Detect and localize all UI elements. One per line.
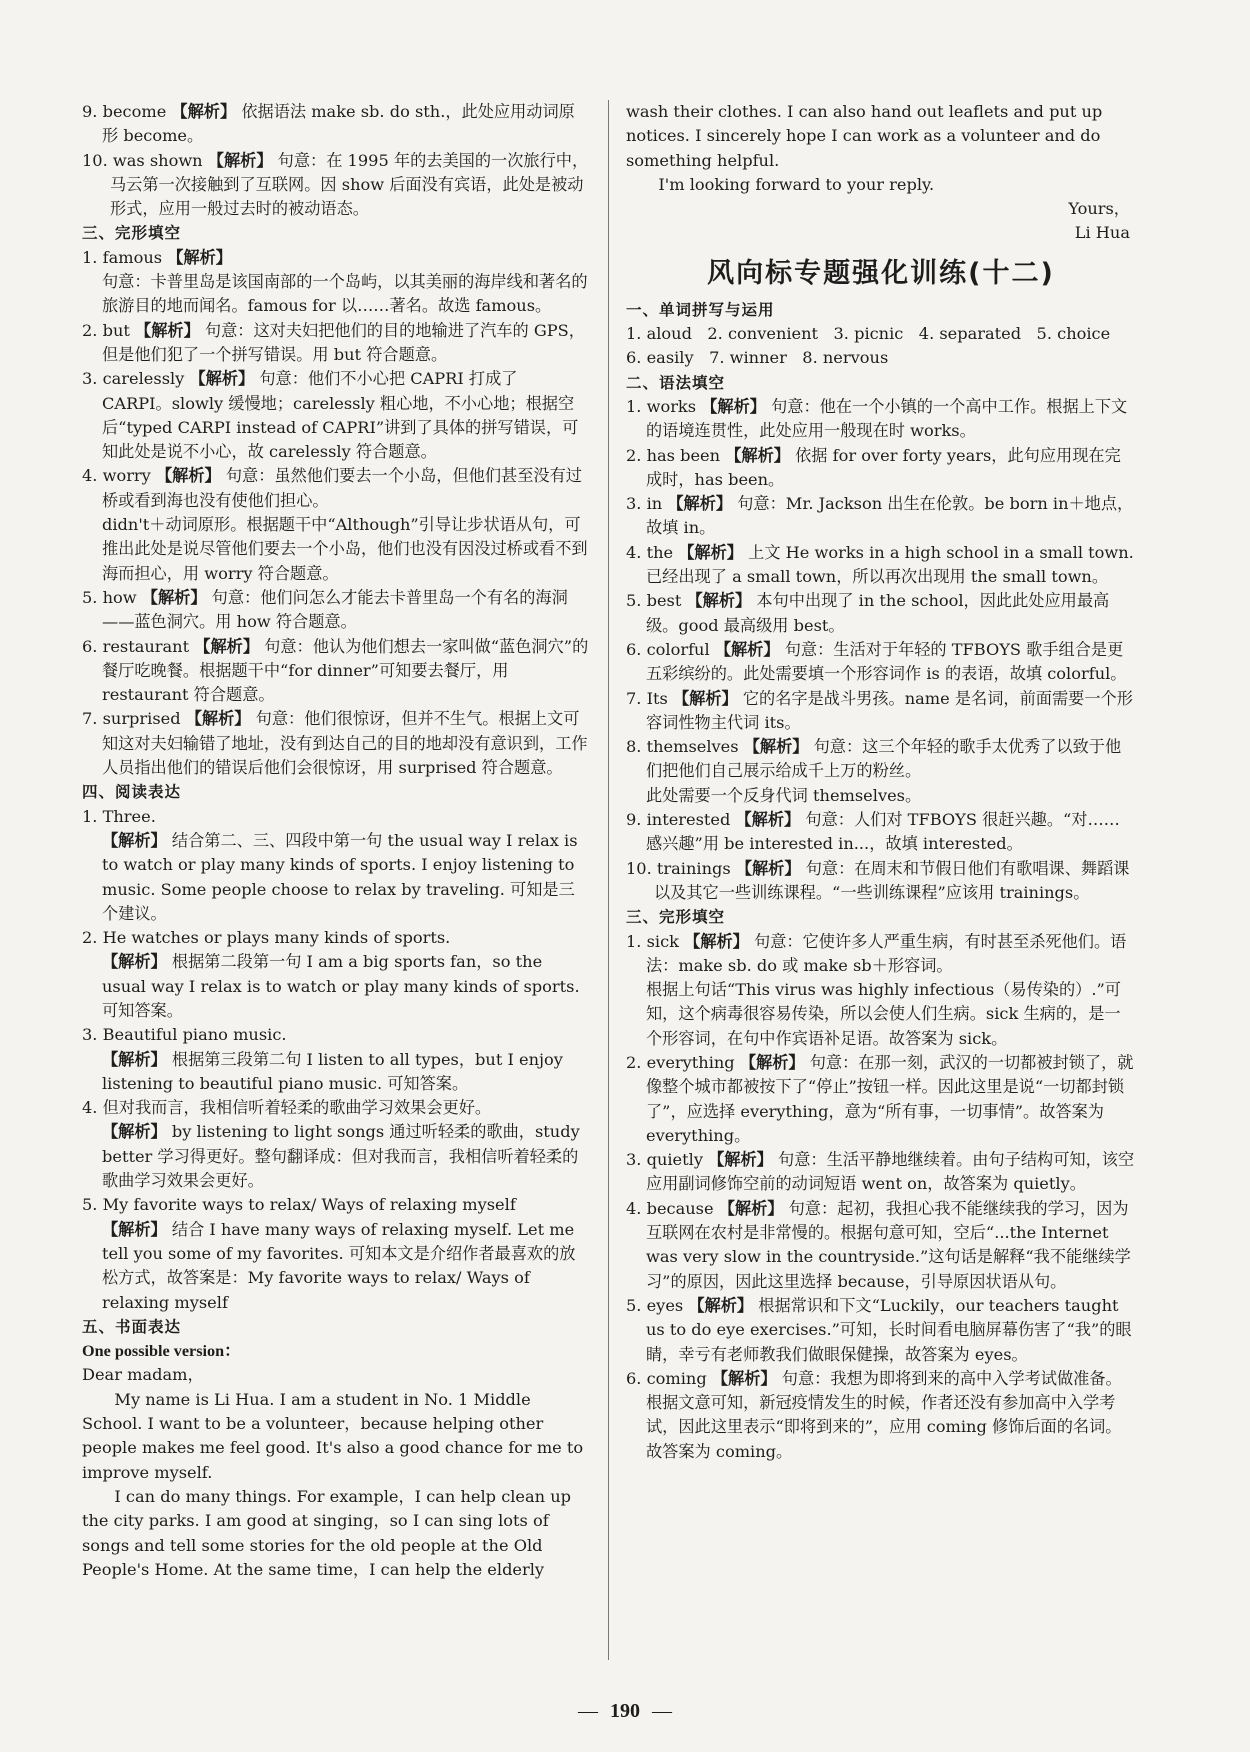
cloze-answer-3: 3. carelessly 【解析】 句意：他们不小心把 CAPRI 打成了 CARPI。slowly 缓慢地；carelessly 粗心地，不小心地；根据空后“typed CARPI instead of CAPRI”讲到了具体的拼写错误，可知此处是说不小心，故 carelessly 符合题意。: [82, 369, 579, 462]
grammar-answer-2: 2. has been 【解析】 依据 for over forty years，此句应用现在完成时，has been。: [626, 445, 1121, 489]
section-cloze-heading-right: 三、完形填空: [626, 908, 726, 927]
grammar-answer-8-detail: 此处需要一个反身代词 themselves。: [646, 785, 922, 805]
reading-answer-3-detail: 【解析】 根据第三段第二句 I listen to all types，but I enjoy listening to beautiful piano music. 可知答案。: [102, 1049, 563, 1093]
letter-paragraph-2: I can do many things. For example，I can help clean up the city parks. I am good at singing，so I can sing lots of songs and tell some stories for the old people at the Old People's Home. At the same time，I can help the elderly: [82, 1486, 572, 1579]
answer-10: 10. was shown 【解析】 句意：在 1995 年的去美国的一次旅行中，马云第一次接触到了互联网。因 show 后面没有宾语，此处是被动形式，应用一般过去时的被动语态。: [82, 150, 589, 219]
reading-answer-5-detail: 【解析】 结合 I have many ways of relaxing myself. Let me tell you some of my favorites. 可知本文是介绍作者最喜欢的放松方式，故答案是：My favorite ways to relax/ Ways of relaxing myself: [102, 1219, 576, 1312]
letter-salutation: Dear madam，: [82, 1365, 204, 1385]
reading-answer-2: 2. He watches or plays many kinds of sports.: [82, 928, 451, 948]
grammar-answer-10: 10. trainings 【解析】 句意：在周末和节假日他们有歌唱课、舞蹈课以及其它一些训练课程。“一些训练课程”应该用 trainings。: [626, 858, 1130, 902]
cloze-answer-1: 1. famous 【解析】: [82, 247, 232, 267]
cloze-answer-6: 6. restaurant 【解析】 句意：他认为他们想去一家叫做“蓝色洞穴”的餐厅吃晚餐。根据题干中“for dinner”可知要去餐厅，用 restaurant 符合题意。: [82, 636, 589, 705]
cloze-answer-1-detail: 句意：卡普里岛是该国南部的一个岛屿，以其美丽的海岸线和著名的旅游目的地而闻名。famous for 以……著名。故选 famous。: [102, 272, 588, 316]
page-number-value: 190: [610, 1700, 640, 1722]
reading-answer-4: 4. 但对我而言，我相信听着轻柔的歌曲学习效果会更好。: [82, 1098, 492, 1118]
answer-9: 9. become 【解析】 依据语法 make sb. do sth.，此处应用动词原形 become。: [82, 102, 575, 146]
reading-answer-4-detail: 【解析】 by listening to light songs 通过听轻柔的歌曲，study better 学习得更好。整句翻译成：但对我而言，我相信听着轻柔的歌曲学习效果会更好。: [102, 1122, 580, 1191]
letter-paragraph-1: My name is Li Hua. I am a student in No. 1 Middle School. I want to be a volunteer，because helping other people makes me feel good. It's also a good chance for me to improve myself.: [82, 1389, 584, 1482]
grammar-answer-8: 8. themselves 【解析】 句意：这三个年轻的歌手太优秀了以致于他们把他们自己展示给成千上万的粉丝。: [626, 737, 1122, 781]
cloze-answer-4: 4. worry 【解析】 句意：虽然他们要去一个小岛，但他们甚至没有过桥或看到海也没有使他们担心。: [82, 466, 582, 510]
grammar-answer-5: 5. best 【解析】 本句中出现了 in the school，因此此处应用最高级。good 最高级用 best。: [626, 591, 1110, 635]
section-reading-heading: 四、阅读表达: [82, 783, 182, 802]
section-cloze-heading: 三、完形填空: [82, 224, 182, 243]
cloze-right-answer-2: 2. everything 【解析】 句意：在那一刻，武汉的一切都被封锁了，就像整个城市都被按下了“停止”按钮一样。因此这里是说“一切都封锁了”，应选择 everything，意为“所有事，一切事情”。故答案为 everything。: [626, 1052, 1134, 1145]
page-number-dash-right: —: [652, 1700, 672, 1722]
section-grammar-heading: 二、语法填空: [626, 373, 726, 392]
spelling-answers-2: 6. easily 7. winner 8. nervous: [626, 348, 889, 368]
grammar-answer-4: 4. the 【解析】 上文 He works in a high school in a small town. 已经出现了 a small town，所以再次出现用 the small town。: [626, 542, 1134, 587]
letter-continuation: wash their clothes. I can also hand out leaflets and put up notices. I sincerely hope I can work as a volunteer and do something helpful.: [626, 102, 1103, 170]
spelling-answers-1: 1. aloud 2. convenient 3. picnic 4. separated 5. choice: [626, 324, 1111, 344]
cloze-right-answer-1: 1. sick 【解析】 句意：它使许多人严重生病，有时甚至杀死他们。语法：make sb. do 或 make sb＋形容词。: [626, 931, 1127, 975]
reading-answer-2-detail: 【解析】 根据第二段第一句 I am a big sports fan，so the usual way I relax is to watch or play many kinds of sports. 可知答案。: [102, 952, 580, 1020]
grammar-answer-6: 6. colorful 【解析】 句意：生活对于年轻的 TFBOYS 歌手组合是更五彩缤纷的。此处需要填一个形容词作 is 的表语，故填 colorful。: [626, 639, 1127, 684]
possible-version-label: One possible version：: [82, 1342, 241, 1361]
section-spelling-heading: 一、单词拼写与运用: [626, 300, 775, 319]
page-number: [0, 1700, 1250, 1723]
reading-answer-1: 1. Three.: [82, 806, 156, 826]
cloze-answer-7: 7. surprised 【解析】 句意：他们很惊讶，但并不生气。根据上文可知这对夫妇输错了地址，没有到达自己的目的地却没有意识到，工作人员指出他们的错误后他们会很惊讶，用 surprised 符合题意。: [82, 709, 588, 778]
section-writing-heading: 五、书面表达: [82, 1317, 182, 1336]
cloze-right-answer-1-detail: 根据上句话“This virus was highly infectious（易传染的）.”可知，这个病毒很容易传染，所以会使人们生病。sick 生病的，是一个形容词，在句中作宾语补足语。故答案为 sick。: [646, 980, 1121, 1048]
grammar-answer-9: 9. interested 【解析】 句意：人们对 TFBOYS 很赶兴趣。“对……感兴趣”用 be interested in...，故填 interested。: [626, 810, 1120, 854]
column-divider: [608, 100, 609, 1660]
cloze-right-answer-6: 6. coming 【解析】 句意：我想为即将到来的高中入学考试做准备。根据文意可知，新冠疫情发生的时候，作者还没有参加高中入学考试，因此这里表示“即将到来的”，应用 coming 修饰后面的名词。故答案为 coming。: [626, 1368, 1122, 1461]
letter-signoff: Yours，: [1068, 199, 1130, 219]
letter-closing-line: I'm looking forward to your reply.: [658, 174, 935, 194]
right-column: [626, 100, 1136, 1464]
reading-answer-1-detail: 【解析】 结合第二、三、四段中第一句 the usual way I relax is to watch or play many kinds of sports. I enjoy listening to music. Some people choose to relax by traveling. 可知是三个建议。: [102, 830, 578, 923]
cloze-right-answer-5: 5. eyes 【解析】 根据常识和下文“Luckily，our teachers taught us to do eye exercises.”可知，长时间看电脑屏幕伤害了“我”的眼睛，幸亏有老师教我们做眼保健操，故答案为 eyes。: [626, 1295, 1132, 1364]
left-column: [82, 100, 590, 1582]
cloze-right-answer-4: 4. because 【解析】 句意：起初，我担心我不能继续我的学习，因为互联网在农村是非常慢的。根据句意可知，空后“...the Internet was very slow in the countryside.”这句话是解释“我不能继续学习”的原因，因此这里选择 because，引导原因状语从句。: [626, 1198, 1131, 1291]
cloze-answer-4-detail: didn't＋动词原形。根据题干中“Although”引导让步状语从句，可推出此处是说尽管他们要去一个小岛，他们也没有因没过桥或看不到海而担心，用 worry 符合题意。: [102, 515, 588, 583]
cloze-answer-5: 5. how 【解析】 句意：他们问怎么才能去卡普里岛一个有名的海洞——蓝色洞穴。用 how 符合题意。: [82, 587, 568, 632]
cloze-right-answer-3: 3. quietly 【解析】 句意：生活平静地继续着。由句子结构可知，该空应用副词修饰空前的动词短语 went on，故答案为 quietly。: [626, 1150, 1135, 1194]
grammar-answer-7: 7. Its 【解析】 它的名字是战斗男孩。name 是名词，前面需要一个形容词性物主代词 its。: [626, 688, 1133, 732]
reading-answer-5: 5. My favorite ways to relax/ Ways of relaxing myself: [82, 1195, 516, 1215]
cloze-answer-2: 2. but 【解析】 句意：这对夫妇把他们的目的地输进了汽车的 GPS，但是他们犯了一个拼写错误。用 but 符合题意。: [82, 320, 585, 364]
grammar-answer-3: 3. in 【解析】 句意：Mr. Jackson 出生在伦敦。be born in＋地点，故填 in。: [626, 494, 1134, 538]
reading-answer-3: 3. Beautiful piano music.: [82, 1025, 287, 1045]
training-title: 风向标专题强化训练(十二): [707, 257, 1055, 289]
page-number-dash-left: —: [578, 1700, 598, 1722]
letter-signature: Li Hua: [1074, 223, 1130, 243]
grammar-answer-1: 1. works 【解析】 句意：他在一个小镇的一个高中工作。根据上下文的语境连贯性，此处应用一般现在时 works。: [626, 396, 1128, 441]
